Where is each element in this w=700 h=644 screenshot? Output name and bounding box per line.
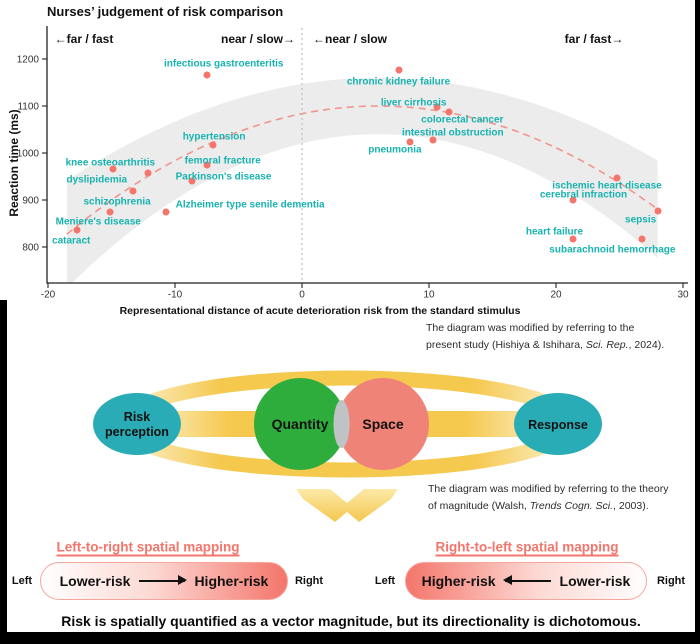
double-down-arrow-icon bbox=[296, 489, 398, 522]
scatter-point bbox=[107, 209, 114, 216]
y-axis-label: Reaction time (ms) bbox=[7, 109, 21, 217]
footer-statement: Risk is spatially quantified as a vector magnitude, but its directionality is dichotomous. bbox=[61, 613, 641, 629]
scatter-point bbox=[130, 187, 137, 194]
x-tick-label: 0 bbox=[299, 289, 305, 300]
point-label: intestinal obstruction bbox=[401, 127, 504, 139]
point-label: colorectal cancer bbox=[421, 114, 504, 126]
point-label: liver cirrhosis bbox=[380, 97, 447, 109]
rtl-to-label: Lower-risk bbox=[559, 573, 631, 589]
scatter-point bbox=[145, 170, 152, 177]
ltr-from-label: Lower-risk bbox=[59, 573, 131, 589]
point-label: chronic kidney failure bbox=[346, 76, 451, 88]
point-label: subarachnoid hemorrhage bbox=[549, 244, 676, 256]
right-arrow-icon bbox=[139, 580, 185, 583]
caption-walsh bbox=[428, 481, 668, 515]
risk-perception-label-line2: perception bbox=[105, 425, 169, 439]
point-label: femoral fracture bbox=[184, 155, 261, 167]
zone-label-near-slow-right: ←near / slow bbox=[312, 32, 388, 46]
x-tick-label: -10 bbox=[167, 289, 183, 300]
left-arrow-icon bbox=[505, 580, 551, 583]
x-tick-label: 30 bbox=[677, 289, 689, 300]
zone-label-near-slow-left: near / slow→ bbox=[220, 32, 296, 46]
point-label: Parkinson's disease bbox=[175, 171, 272, 183]
point-label: ischemic heart disease bbox=[552, 180, 662, 192]
right-to-left-heading: Right-to-left spatial mapping bbox=[435, 539, 619, 555]
zone-label-far-fast-left: ←far / fast bbox=[54, 32, 114, 46]
scatter-point bbox=[654, 207, 661, 214]
scatter-point bbox=[395, 66, 402, 73]
higher-to-lower-risk-pill bbox=[405, 562, 647, 600]
rtl-from-label: Higher-risk bbox=[421, 573, 496, 589]
risk-perception-label-line1: Risk bbox=[123, 410, 151, 424]
point-label: cerebral infraction bbox=[539, 189, 628, 201]
risk-perception-node bbox=[93, 393, 181, 455]
zone-label-far-fast-right: far / fast→ bbox=[564, 32, 624, 46]
space-label: Space bbox=[362, 416, 404, 432]
point-label: Meniere's disease bbox=[55, 216, 141, 228]
point-label: cataract bbox=[52, 235, 91, 247]
point-label: heart failure bbox=[525, 226, 584, 238]
response-label: Response bbox=[528, 418, 588, 432]
caption-study-line2: present study (Hishiya & Ishihara, Sci. Rep., 2024). bbox=[426, 339, 665, 351]
ltr-to-label: Higher-risk bbox=[194, 573, 269, 589]
point-label: infectious gastroenteritis bbox=[164, 58, 284, 70]
point-label: Alzheimer type senile dementia bbox=[175, 199, 325, 211]
x-tick-label: 20 bbox=[550, 289, 562, 300]
rtl-outer-right-label: Right bbox=[656, 575, 686, 587]
scatter-point bbox=[163, 208, 170, 215]
scatter-chart-panel bbox=[0, 0, 695, 300]
lower-panel bbox=[7, 300, 695, 632]
ltr-outer-right-label: Right bbox=[294, 575, 324, 587]
point-label: hypertension bbox=[182, 131, 246, 143]
scatter-point bbox=[639, 236, 646, 243]
y-tick-label: 800 bbox=[22, 242, 39, 254]
point-label: sepsis bbox=[625, 214, 657, 226]
point-label: schizophrenia bbox=[83, 196, 151, 208]
left-to-right-heading: Left-to-right spatial mapping bbox=[56, 539, 240, 555]
point-label: pneumonia bbox=[368, 144, 422, 156]
lower-to-higher-risk-pill bbox=[40, 562, 288, 600]
scatter-point bbox=[210, 142, 217, 149]
scatter-points-layer bbox=[0, 0, 695, 300]
x-axis-label: Representational distance of acute deterioration risk from the standard stimulus bbox=[119, 305, 521, 317]
rtl-outer-left-label: Left bbox=[374, 575, 396, 587]
caption-study bbox=[426, 320, 664, 354]
caption-walsh-line1: The diagram was modified by referring to the theory bbox=[428, 483, 669, 495]
quantity-space-overlap bbox=[334, 400, 350, 448]
quantity-label: Quantity bbox=[271, 416, 329, 432]
caption-walsh-line2: of magnitude (Walsh, Trends Cogn. Sci., 2003). bbox=[428, 500, 649, 512]
x-tick-label: 10 bbox=[423, 289, 435, 300]
ltr-outer-left-label: Left bbox=[11, 575, 33, 587]
point-label: knee osteoarthritis bbox=[65, 157, 156, 169]
point-label: dyslipidemia bbox=[66, 174, 128, 186]
y-tick-label: 1000 bbox=[16, 148, 39, 160]
y-tick-label: 1200 bbox=[16, 54, 39, 66]
x-tick-label: -20 bbox=[40, 289, 56, 300]
y-tick-label: 1100 bbox=[17, 101, 39, 113]
y-tick-label: 900 bbox=[22, 195, 39, 207]
chart-title: Nurses’ judgement of risk comparison bbox=[47, 4, 284, 19]
caption-study-line1: The diagram was modified by referring to the bbox=[426, 322, 635, 334]
scatter-point bbox=[203, 71, 210, 78]
